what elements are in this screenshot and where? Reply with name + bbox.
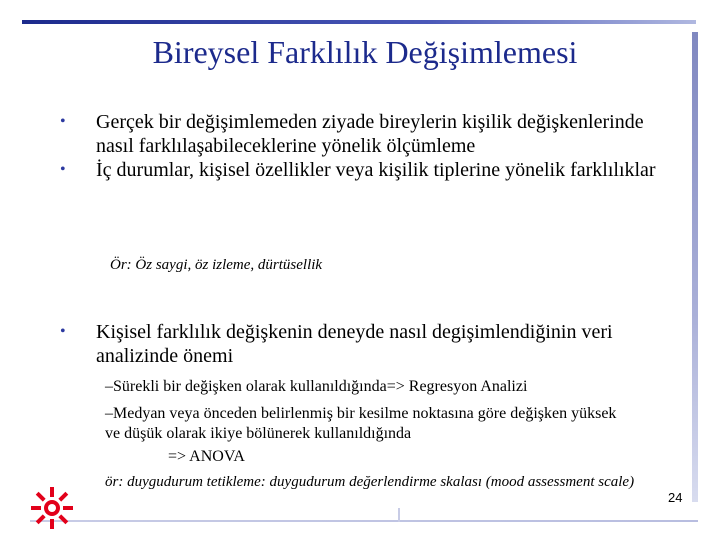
bullet-text: Gerçek bir değişimlemeden ziyade bireylerin kişilik değişkenlerinde nasıl farklılaşabileceklerine yönelik ölçümleme bbox=[96, 111, 644, 157]
bullet-text: Kişisel farklılık değişkenin deneyde nasıl degişimlendiğinin veri analizinde önemi bbox=[96, 321, 613, 367]
page-number: 24 bbox=[668, 490, 683, 505]
bottom-rule bbox=[30, 520, 698, 522]
right-rule bbox=[692, 32, 698, 502]
example-text-2: ör: duygudurum tetikleme: duygudurum değerlendirme skalası (mood assessment scale) bbox=[105, 474, 635, 490]
sub-item: => ANOVA bbox=[168, 448, 245, 465]
bullet-marker: • bbox=[60, 323, 66, 340]
top-rule bbox=[22, 20, 696, 24]
slide-title: Bireysel Farklılık Değişimlemesi bbox=[152, 34, 578, 70]
bullet-text: İç durumlar, kişisel özellikler veya kişilik tiplerine yönelik farklılıklar bbox=[96, 159, 656, 181]
bullet-item bbox=[60, 158, 676, 182]
university-logo-icon bbox=[30, 486, 74, 530]
bullet-marker: • bbox=[60, 113, 66, 130]
bullet-marker: • bbox=[60, 161, 66, 178]
sub-item: –Sürekli bir değişken olarak kullanıldığında=> Regresyon Analizi bbox=[105, 378, 528, 395]
bullet-item bbox=[60, 110, 676, 158]
sub-item: –Medyan veya önceden belirlenmiş bir kesilme noktasına göre değişken yüksek ve düşük olarak ikiye bölünerek kullanıldığında bbox=[105, 405, 617, 442]
bullet-item bbox=[60, 320, 676, 368]
example-text-1: Ör: Öz saygi, öz izleme, dürtüsellik bbox=[110, 257, 323, 273]
bullet-list-bottom bbox=[60, 320, 676, 368]
bullet-list-top bbox=[60, 110, 676, 182]
bottom-tick bbox=[398, 508, 400, 522]
